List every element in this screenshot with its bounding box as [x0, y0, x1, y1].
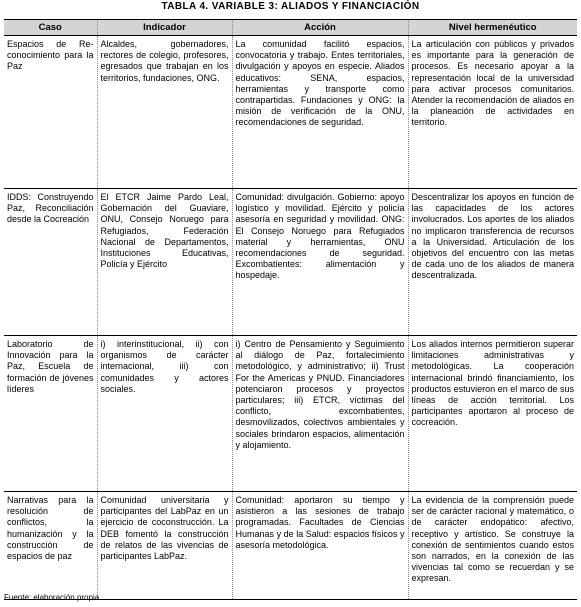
table-row	[4, 189, 577, 336]
header-accion: Acción	[232, 20, 408, 36]
cell-indicador: Comunidad universitaria y participantes del LabPaz en un ejercicio de coconstrucción. La DEB fomentó la construcción de relatos de las vivencias de participantes LabPaz.	[97, 492, 232, 600]
cell-accion: Comunidad: divulgación. Gobierno: apoyo logístico y movilidad. Ejército y policía asesoría en seguridad y movilidad. ONG: El Consejo Noruego para Refugiados material y herramientas, ONU recomendaciones de seguridad. Excombatientes: alimentación y hospedaje.	[232, 189, 408, 336]
source-note: Fuente: elaboración propia.	[4, 593, 102, 602]
cell-nivel: La evidencia de la comprensión puede ser de carácter racional y matemático, o de carácter endopático: afectivo, receptivo y artístico. Se construye la conexión de sentimientos cuando estos son narrados, en la conexión de las vivencias tal como se recuerdan y se expresan.	[408, 492, 577, 600]
cell-indicador: El ETCR Jaime Pardo Leal, Gobernación del Guaviare, ONU, Consejo Noruego para Refugiados, Federación Nacional de Departamentos, Instituciones Educativas, Policía y Ejército	[97, 189, 232, 336]
data-table	[4, 19, 577, 600]
cell-caso: IDDS: Construyendo Paz, Reconciliación desde la Cocreación	[4, 189, 97, 336]
cell-caso: Narrativas para la resolución de conflictos, la humanización y la construcción de espacios de paz	[4, 492, 97, 600]
cell-nivel: Los aliados internos permitieron superar limitaciones administrativas y metodológicas. La cooperación internacional brindó financiamiento, los productos estuvieron en el marco de sus líneas de acción territorial. Los participantes aportaron al proceso de cocreación.	[408, 336, 577, 492]
table-caption: TABLA 4. VARIABLE 3: ALIADOS Y FINANCIACIÓN	[161, 1, 420, 12]
cell-accion: i) Centro de Pensamiento y Seguimiento al diálogo de Paz, fortalecimiento metodológico, y administrativo; ii) Trust For the Americas y PNUD. Financiadores potenciaron procesos y proyectos particulares; iii) ETCR, víctimas del conflicto, excombatientes, desmovilizados, colectivos ambientales y sociales brindaron espacios, alimentación y alojamiento.	[232, 336, 408, 492]
table-row	[4, 492, 577, 600]
header-caso: Caso	[4, 20, 97, 36]
header-nivel: Nivel hermenéutico	[408, 20, 577, 36]
header-indicador: Indicador	[97, 20, 232, 36]
cell-indicador: i) interinstitucional, ii) con organismos de carácter internacional, iii) con comunidades y actores sociales.	[97, 336, 232, 492]
table-header	[4, 20, 577, 36]
cell-accion: Comunidad: aportaron su tiempo y asistieron a las sesiones de trabajo programadas. Facultades de Ciencias Humanas y de la Salud: espacios físicos y asesoría metodológica.	[232, 492, 408, 600]
cell-nivel: Descentralizar los apoyos en función de las capacidades de los actores involucrados. Los aportes de los aliados no implicaron transferencia de recursos a la Universidad. Articulación de los objetivos del encuentro con las metas de cada uno de los aliados de manera descentralizada.	[408, 189, 577, 336]
cell-accion: La comunidad facilitó espacios, convocatoria y trabajo. Entes territoriales, divulgación y apoyos en especie. Aliados educativos: SENA, espacios, herramientas y transporte como contrapartidas. Fundaciones y ONG: la misión de verificación de la ONU, recomendaciones de seguridad.	[232, 36, 408, 189]
table-row	[4, 36, 577, 189]
cell-nivel: La articulación con públicos y privados es importante para la generación de procesos. Es necesario apoyar a la representación local de la universidad para activar procesos comunitarios. Atender la recomendación de aliados en la planeación de actividades en territorio.	[408, 36, 577, 189]
cell-caso: Laboratorio de Innovación para la Paz, Escuela de formación de jóvenes líderes	[4, 336, 97, 492]
table-row	[4, 336, 577, 492]
cell-caso: Espacios de Re-conocimiento para la Paz	[4, 36, 97, 189]
cell-indicador: Alcaldes, gobernadores, rectores de colegio, profesores, egresados que trabajan en los territorios, fundaciones, ONG.	[97, 36, 232, 189]
